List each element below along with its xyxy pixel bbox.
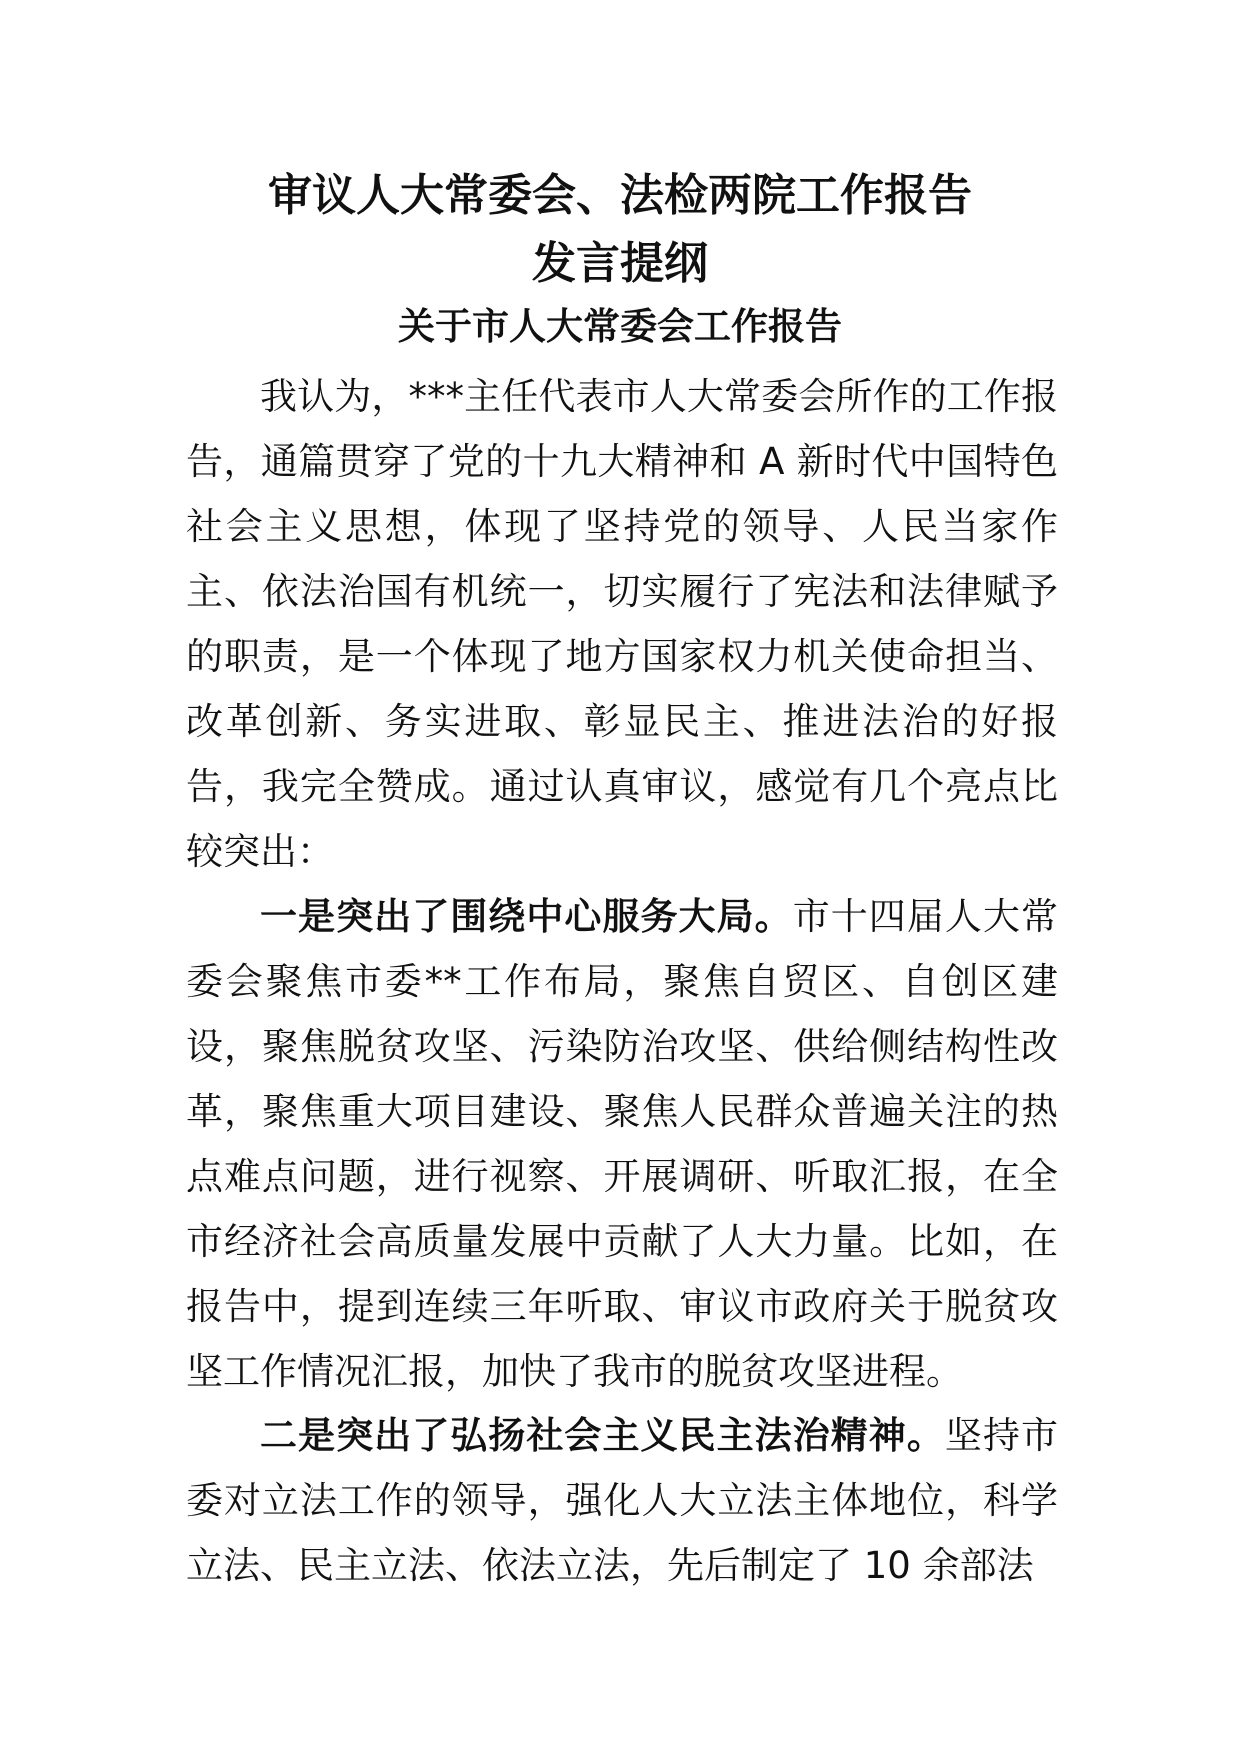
paragraph-point-one <box>186 884 1058 1404</box>
document-subtitle: 关于市人大常委会工作报告 <box>398 305 842 348</box>
document-title: 审议人大常委会、法检两院工作报告 <box>268 170 972 221</box>
paragraph-lead: 一是突出了围绕中心服务大局。 <box>260 895 793 938</box>
document-title-line-2: 发言提纲 <box>532 238 708 289</box>
paragraph-text: 市十四届人大常委会聚焦市委**工作布局，聚焦自贸区、自创区建设，聚焦脱贫攻坚、污染防治攻坚、供给侧结构性改革，聚焦重大项目建设、聚焦人民群众普遍关注的热点难点问题，进行视察、开展调研、听取汇报，在全市经济社会高质量发展中贡献了人大力量。比如，在报告中，提到连续三年听取、审议市政府关于脱贫攻坚工作情况汇报，加快了我市的脱贫攻坚进程。 <box>186 895 1059 1393</box>
paragraph-lead: 二是突出了弘扬社会主义民主法治精神。 <box>260 1414 945 1457</box>
paragraph-intro <box>186 364 1058 884</box>
paragraph-text: 我认为，***主任代表市人大常委会所作的工作报告，通篇贯穿了党的十九大精神和 A 新时代中国特色社会主义思想，体现了坚持党的领导、人民当家作主、依法治国有机统一，切实履行了宪法和法律赋予的职责，是一个体现了地方国家权力机关使命担当、改革创新、务实进取、彰显民主、推进法治的好报告，我完全赞成。通过认真审议，感觉有几个亮点比较突出： <box>186 375 1058 873</box>
paragraph-point-two <box>186 1403 1058 1598</box>
paragraph-text: 坚持市委对立法工作的领导，强化人大立法主体地位，科学立法、民主立法、依法立法，先后制定了 10 余部法 <box>186 1414 1059 1587</box>
